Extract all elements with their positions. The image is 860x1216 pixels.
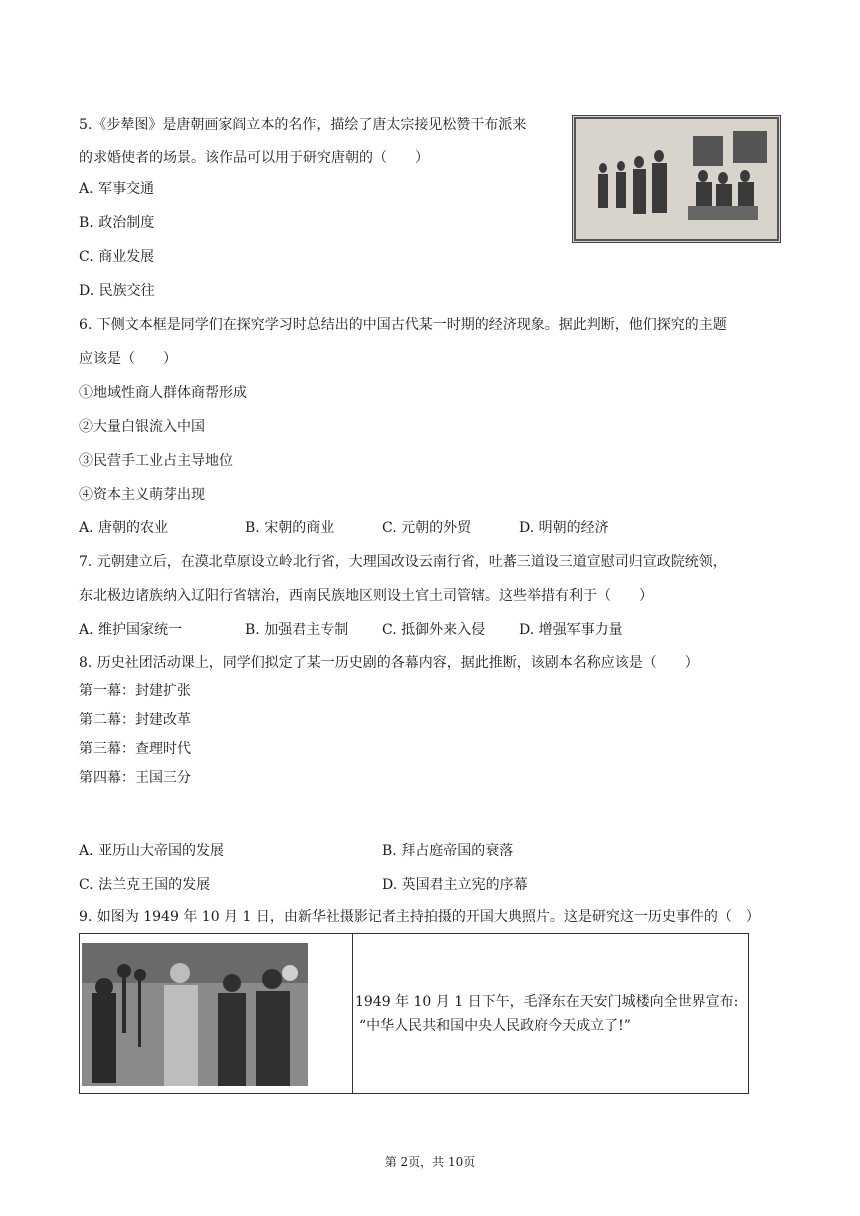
q6-stem-line1: 6. 下侧文本框是同学们在探究学习时总结出的中国古代某一时期的经济现象。据此判断，他们探究的主题 (79, 317, 727, 333)
q8-act-1: 第一幕：封建扩张 (79, 683, 191, 699)
q8-option-a: A. 亚历山大帝国的发展 (79, 843, 225, 859)
q7-option-b: B. 加强君主专制 (245, 622, 349, 638)
q6-option-a: A. 唐朝的农业 (79, 520, 169, 536)
q8-option-c: C. 法兰克王国的发展 (79, 877, 211, 893)
q9-cell-line1: 1949 年 10 月 1 日下午，毛泽东在天安门城楼向全世界宣布: (355, 993, 739, 1010)
q6-item-3: ③民营手工业占主导地位 (79, 453, 233, 469)
q7-stem-line2: 东北极边诸族纳入辽阳行省辖治，西南民族地区则设土官土司管辖。这些举措有利于（ ） (79, 588, 653, 604)
q7-option-d: D. 增强军事力量 (519, 622, 623, 638)
q8-act-3: 第三幕：查理时代 (79, 741, 191, 757)
q6-option-d: D. 明朝的经济 (519, 520, 609, 536)
q5-option-a: A. 军事交通 (79, 181, 155, 197)
q9-stem-line1: 9. 如图为 1949 年 10 月 1 日，由新华社摄影记者主持拍摄的开国大典照片。这是研究这一历史事件的（ ） (79, 909, 760, 925)
q8-act-4: 第四幕：王国三分 (79, 770, 191, 786)
q9-cell-line2: “中华人民共和国中央人民政府今天成立了!” (359, 1017, 631, 1034)
q6-stem-line2: 应该是（ ） (79, 351, 177, 367)
q8-option-d: D. 英国君主立宪的序幕 (382, 877, 528, 893)
q5-option-d: D. 民族交往 (79, 283, 155, 299)
q9-table (79, 933, 749, 1094)
q6-item-2: ②大量白银流入中国 (79, 419, 205, 435)
q5-option-c: C. 商业发展 (79, 249, 155, 265)
page-footer: 第 2页，共 10页 (384, 1155, 476, 1169)
q5-stem-line1: 5.《步辇图》是唐朝画家阎立本的名作，描绘了唐太宗接见松赞干布派来 (79, 117, 527, 133)
q8-act-2: 第二幕：封建改革 (79, 712, 191, 728)
q8-option-b: B. 拜占庭帝国的衰落 (382, 843, 514, 859)
q6-item-1: ①地域性商人群体商帮形成 (79, 385, 247, 401)
q6-option-b: B. 宋朝的商业 (245, 520, 335, 536)
painting-image (572, 115, 781, 243)
q7-option-c: C. 抵御外来入侵 (382, 622, 486, 638)
q5-option-b: B. 政治制度 (79, 215, 155, 231)
q7-stem-line1: 7. 元朝建立后，在漠北草原设立岭北行省，大理国改设云南行省，吐蕃三道设三道宣慰司归宣政院统领， (79, 554, 727, 570)
q6-option-c: C. 元朝的外贸 (382, 520, 472, 536)
q6-item-4: ④资本主义萌芽出现 (79, 487, 205, 503)
q8-stem-line1: 8. 历史社团活动课上，同学们拟定了某一历史剧的各幕内容，据此推断，该剧本名称应该是（ ） (79, 655, 699, 671)
q7-option-a: A. 维护国家统一 (79, 622, 183, 638)
q9-photo-cell (80, 934, 353, 1094)
founding-ceremony-photo (82, 943, 308, 1086)
q9-text-cell (353, 934, 749, 1094)
q5-stem-line2: 的求婚使者的场景。该作品可以用于研究唐朝的（ ） (79, 150, 429, 166)
